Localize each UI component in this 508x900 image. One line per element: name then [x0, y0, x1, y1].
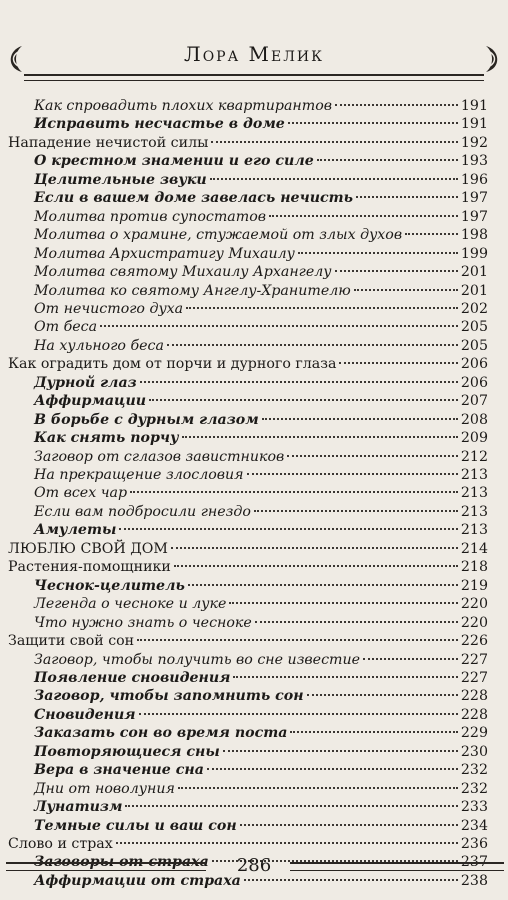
toc-entry: [34, 706, 488, 724]
toc-leader-dots: [298, 252, 458, 254]
toc-entry-page: 209: [460, 430, 488, 447]
toc-entry-page: 201: [460, 282, 488, 299]
toc-entry: [34, 798, 488, 816]
toc-entry-title: Нападение нечистой силы: [8, 134, 209, 151]
toc-leader-dots: [233, 676, 457, 678]
toc-entry-title: Темные силы и ваш сон: [34, 817, 237, 834]
toc-leader-dots: [405, 233, 458, 235]
toc-entry-title: Лунатизм: [34, 799, 123, 816]
toc-entry-page: 226: [460, 633, 488, 650]
toc-entry: [34, 318, 488, 336]
toc-entry-title: Заговор, чтобы получить во сне известие: [34, 651, 361, 668]
toc-entry: [34, 392, 488, 410]
toc-leader-dots: [335, 270, 458, 272]
toc-entry-title: Вера в значение сна: [34, 762, 204, 779]
toc-entry: [34, 448, 488, 466]
toc-entry-page: 229: [460, 725, 488, 742]
toc-entry-page: 206: [460, 356, 488, 373]
toc-entry-title: Повторяющиеся сны: [34, 743, 220, 760]
toc-entry: [34, 115, 488, 133]
toc-leader-dots: [229, 602, 458, 604]
toc-entry-page: 228: [460, 688, 488, 705]
toc-entry-title: Молитва против супостатов: [34, 208, 267, 225]
toc-entry-page: 227: [460, 651, 488, 668]
ornament-right-icon: [484, 42, 506, 76]
toc-entry-title: В борьбе с дурным глазом: [34, 411, 259, 428]
toc-entry: [34, 651, 488, 669]
toc-entry: [34, 761, 488, 779]
toc-entry-page: 196: [460, 171, 488, 188]
toc-entry-page: 205: [460, 337, 488, 354]
toc-leader-dots: [223, 750, 458, 752]
toc-entry-title: На хульного беса: [34, 337, 164, 354]
header-rule: [24, 74, 484, 76]
toc-leader-dots: [116, 842, 458, 844]
toc-entry-title: Слово и страх: [8, 836, 113, 852]
toc-entry: [34, 282, 488, 300]
toc-entry: [34, 743, 488, 761]
toc-entry-title: Дни от новолуния: [34, 780, 175, 797]
toc-leader-dots: [137, 639, 458, 641]
toc-entry-title: Как спровадить плохих квартирантов: [34, 98, 333, 114]
toc-entry-page: 207: [460, 393, 488, 410]
toc-entry: [34, 724, 488, 742]
toc-leader-dots: [288, 122, 458, 124]
toc-leader-dots: [207, 768, 458, 770]
toc-entry: [34, 484, 488, 502]
toc-entry-page: 218: [460, 559, 488, 576]
toc-entry-page: 230: [460, 743, 488, 760]
toc-leader-dots: [262, 418, 458, 420]
toc-leader-dots: [290, 731, 457, 733]
toc-leader-dots: [255, 621, 458, 623]
toc-leader-dots: [254, 510, 458, 512]
toc-entry-page: 232: [460, 762, 488, 779]
toc-entry-page: 191: [460, 98, 488, 114]
toc-entry: [8, 835, 488, 853]
toc-entry-title: Появление сновидения: [34, 669, 231, 686]
toc-entry-title: Аффирмации от страха: [34, 872, 241, 889]
toc-entry: [34, 208, 488, 226]
toc-entry-title: Сновидения: [34, 706, 136, 723]
toc-entry: [34, 577, 488, 595]
toc-leader-dots: [186, 307, 458, 309]
toc-leader-dots: [240, 824, 458, 826]
toc-leader-dots: [140, 381, 458, 383]
toc-leader-dots: [287, 455, 458, 457]
toc-entry-page: 193: [460, 153, 488, 170]
toc-entry-title: От всех чар: [34, 485, 128, 502]
toc-entry-page: 227: [460, 669, 488, 686]
toc-entry-title: Защити свой сон: [8, 633, 135, 650]
toc-leader-dots: [269, 215, 458, 217]
toc-entry-title: Аффирмации: [34, 393, 147, 410]
toc-entry: [34, 97, 488, 115]
toc-leader-dots: [211, 141, 458, 143]
toc-entry: [34, 780, 488, 798]
toc-entry-page: 202: [460, 300, 488, 317]
toc-entry-title: От беса: [34, 319, 98, 336]
toc-entry-title: О крестном знамении и его силе: [34, 153, 314, 170]
toc-entry-page: 237: [460, 854, 488, 871]
toc-leader-dots: [130, 491, 458, 493]
toc-entry: [8, 632, 488, 650]
toc-leader-dots: [149, 399, 458, 401]
toc-leader-dots: [171, 547, 458, 549]
toc-entry: [34, 189, 488, 207]
toc-entry: [34, 226, 488, 244]
toc-entry-title: Целительные звуки: [34, 171, 207, 188]
toc-entry-title: Легенда о чесноке и луке: [34, 596, 227, 613]
toc-entry-page: 238: [460, 872, 488, 889]
toc-entry: [34, 429, 488, 447]
toc-leader-dots: [139, 713, 458, 715]
toc-entry: [34, 411, 488, 429]
page-number: 286: [236, 855, 272, 876]
toc-leader-dots: [307, 694, 458, 696]
toc-leader-dots: [356, 196, 458, 198]
toc-leader-dots: [317, 159, 458, 161]
toc-entry-page: 232: [460, 780, 488, 797]
toc-entry: [34, 466, 488, 484]
toc-entry-page: 220: [460, 596, 488, 613]
toc-entry-title: Как оградить дом от порчи и дурного глаза: [8, 356, 337, 373]
running-title: Лора Мелик: [184, 42, 324, 66]
toc-entry-title: Как снять порчу: [34, 430, 179, 447]
running-header: [0, 28, 508, 98]
toc-entry-title: Заговор, чтобы запомнить сон: [34, 688, 304, 705]
toc-entry: [34, 263, 488, 281]
toc-entry-page: 201: [460, 264, 488, 281]
toc-entry-title: Молитва ко святому Ангелу-Хранителю: [34, 282, 351, 299]
toc-leader-dots: [339, 362, 457, 364]
toc-entry: [34, 817, 488, 835]
toc-leader-dots: [125, 805, 457, 807]
toc-entry: [34, 245, 488, 263]
toc-leader-dots: [100, 325, 458, 327]
toc-leader-dots: [363, 658, 458, 660]
toc-entry-title: Заказать сон во время поста: [34, 725, 288, 742]
toc-entry-title: Растения-помощники: [8, 559, 171, 576]
toc-entry-page: 213: [460, 485, 488, 502]
toc-entry: [34, 152, 488, 170]
toc-entry-title: Если в вашем доме завелась нечисть: [34, 190, 354, 207]
toc-entry: [34, 614, 488, 632]
toc-entry-title: Молитва Архистратигу Михаилу: [34, 245, 295, 262]
footer-rule-right: [290, 862, 504, 871]
toc-entry-page: 191: [460, 116, 488, 133]
toc-entry: [34, 595, 488, 613]
toc-leader-dots: [178, 787, 458, 789]
toc-entry: [34, 503, 488, 521]
toc-entry-title: Что нужно знать о чесноке: [34, 614, 252, 631]
toc-entry-page: 234: [460, 817, 488, 834]
header-rule-thin: [24, 80, 484, 81]
toc-entry-page: 213: [460, 522, 488, 539]
toc-entry-title: От нечистого духа: [34, 300, 184, 317]
toc-entry: [8, 540, 488, 558]
toc-entry: [34, 687, 488, 705]
toc-leader-dots: [174, 565, 458, 567]
toc-entry-title: Дурной глаз: [34, 374, 137, 391]
toc-entry-page: 199: [460, 245, 488, 262]
toc-entry-page: 213: [460, 467, 488, 483]
toc-entry-page: 208: [460, 411, 488, 428]
toc-leader-dots: [244, 879, 458, 881]
toc-entry-page: 228: [460, 706, 488, 723]
toc-leader-dots: [354, 289, 458, 291]
toc-entry-title: Исправить несчастье в доме: [34, 116, 285, 133]
toc-entry-page: 213: [460, 503, 488, 520]
toc-entry: [8, 134, 488, 152]
toc-entry-title: На прекращение злословия: [34, 467, 244, 483]
toc-entry-page: 197: [460, 190, 488, 207]
toc-entry: [34, 521, 488, 539]
toc-leader-dots: [167, 344, 458, 346]
toc-leader-dots: [335, 104, 458, 106]
toc-entry-page: 219: [460, 577, 488, 594]
toc-entry-page: 198: [460, 227, 488, 244]
toc-entry-title: Заговоры от страха: [34, 854, 209, 871]
toc-entry: [34, 300, 488, 318]
toc-leader-dots: [119, 528, 458, 530]
toc-entry-title: Амулеты: [34, 522, 117, 539]
toc-entry-page: 206: [460, 374, 488, 391]
toc-leader-dots: [188, 584, 458, 586]
toc-entry-title: Молитва о храмине, стужаемой от злых духов: [34, 227, 403, 244]
toc-entry: [34, 337, 488, 355]
toc-entry-title: Если вам подбросили гнездо: [34, 503, 251, 520]
toc-entry: [34, 374, 488, 392]
toc-entry-page: 197: [460, 208, 488, 225]
toc-entry: [8, 558, 488, 576]
toc-entry-title: ЛЮБЛЮ СВОЙ ДОМ: [8, 540, 168, 557]
toc-entry-title: Молитва святому Михаилу Архангелу: [34, 264, 332, 281]
toc-leader-dots: [210, 178, 458, 180]
toc-entry-page: 205: [460, 319, 488, 336]
toc-entry-title: Чеснок-целитель: [34, 577, 185, 594]
toc-entry: [34, 171, 488, 189]
toc-leader-dots: [182, 436, 458, 438]
toc-entry-page: 212: [460, 448, 488, 465]
toc-entry: [34, 669, 488, 687]
toc-leader-dots: [247, 473, 458, 475]
toc-entry-page: 192: [460, 134, 488, 151]
toc-entry-page: 220: [460, 614, 488, 631]
toc-entry: [8, 355, 488, 373]
toc-entry-title: Заговор от сглазов завистников: [34, 448, 285, 465]
toc-entry-page: 236: [460, 836, 488, 852]
toc-entry-page: 214: [460, 540, 488, 557]
toc-entry-page: 233: [460, 799, 488, 816]
